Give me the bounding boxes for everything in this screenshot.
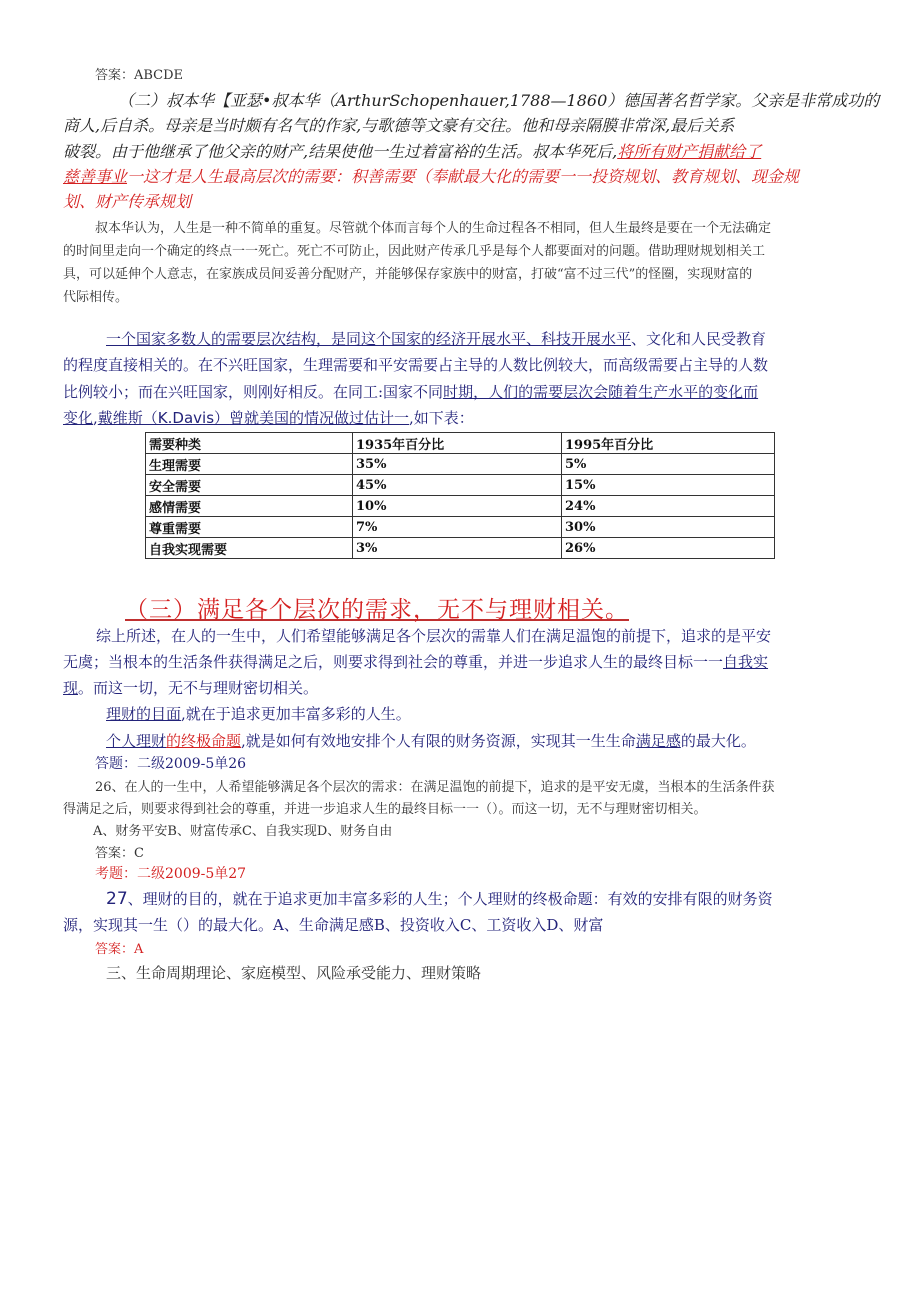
exam-26-options: A、财务平安B、财富传承C、自我实现D、财务自由 bbox=[93, 824, 393, 839]
table-cell: 30% bbox=[562, 517, 775, 538]
table-cell: 自我实现需要 bbox=[146, 538, 353, 559]
exam-26-question-line-1: 26、在人的一生中，人希望能够满足各个层次的需求：在满足温饱的前提下，追求的是平安无虞，当根本的生活条件获 bbox=[95, 780, 775, 795]
schopenhauer-line-4: 慈善事业一这才是人生最高层次的需要：积善需要（奉献最大化的需要一一投资规划、教育规划、现金规 bbox=[63, 167, 800, 186]
charity-highlight: 慈善事业 bbox=[63, 167, 128, 186]
exam-27-answer: 答案：A bbox=[95, 942, 144, 957]
schopenhauer-line-1 bbox=[118, 88, 879, 111]
donation-highlight: 将所有财产捐献给了 bbox=[617, 142, 762, 161]
table-cell: 感情需要 bbox=[146, 496, 353, 517]
table-cell: 45% bbox=[353, 475, 562, 496]
view-line-2: 的时间里走向一个确定的终点一一死亡。死亡不可防止，因此财产传承几乎是每个人都要面对的问题。借助理财规划相关工 bbox=[63, 244, 766, 259]
needs-table bbox=[145, 432, 775, 559]
table-cell: 5% bbox=[562, 454, 775, 475]
summary-line-2: 无虞；当根本的生活条件获得满足之后，则要求得到社会的尊重，并进一步追求人生的最终目标一一自我实 bbox=[63, 653, 769, 671]
schopenhauer-line-3: 破裂。由于他继承了他父亲的财产,结果使他一生过着富裕的生活。叔本华死后,将所有财产捐献给了 bbox=[63, 142, 762, 161]
table-header-cell: 1995年百分比 bbox=[562, 433, 775, 454]
schopenhauer-line-2: 商人,后自杀。母亲是当时颇有名气的作家,与歌德等文豪有交往。他和母亲隔膜非常深,最后关系 bbox=[63, 116, 735, 135]
ultimate-line: 个人理财的终极命题,就是如何有效地安排个人有限的财务资源，实现其一生生命满足感的最大化。 bbox=[106, 732, 756, 750]
view-line-4: 代际相传。 bbox=[63, 290, 129, 305]
nation-line-1: 一个国家多数人的需要层次结构，是同这个国家的经济开展水平、科技开展水平、文化和人民受教育 bbox=[106, 330, 767, 348]
table-header-cell: 1935年百分比 bbox=[353, 433, 562, 454]
nation-line-3: 比例较小；而在兴旺国家，则刚好相反。在同工:国家不同时期，人们的需要层次会随着生产水平的变化而 bbox=[63, 383, 759, 401]
table-cell: 24% bbox=[562, 496, 775, 517]
exam-27-question-line-1: 27、理财的目的，就在于追求更加丰富多彩的人生；个人理财的终极命题：有效的安排有限的财务资 bbox=[106, 889, 773, 909]
nation-line-2: 的程度直接相关的。在不兴旺国家，生理需要和平安需要占主导的人数比例较大，而高级需要占主导的人数 bbox=[63, 356, 769, 374]
table-cell: 15% bbox=[562, 475, 775, 496]
exam-27-label: 考题：二级2009-5单27 bbox=[95, 866, 247, 882]
exam-26-answer: 答案：C bbox=[95, 846, 144, 861]
nation-line-4: 变化,戴维斯（K.Davis）曾就美国的情况做过估计一,如下表： bbox=[63, 409, 474, 427]
section-3-heading: （三）满足各个层次的需求，无不与理财相关。 bbox=[125, 597, 629, 623]
view-line-3: 具，可以延伸个人意志，在家族成员间妥善分配财产，并能够保存家族中的财富，打破“富不过三代”的怪圈，实现财富的 bbox=[63, 267, 753, 282]
answer-abcde: 答案：ABCDE bbox=[95, 68, 184, 83]
purpose-line: 理财的目面,就在于追求更加丰富多彩的人生。 bbox=[106, 705, 411, 723]
table-cell: 35% bbox=[353, 454, 562, 475]
table-cell: 生理需要 bbox=[146, 454, 353, 475]
table-row bbox=[146, 475, 775, 496]
table-cell: 3% bbox=[353, 538, 562, 559]
table-row bbox=[146, 496, 775, 517]
table-cell: 26% bbox=[562, 538, 775, 559]
exam-27-question-line-2: 源，实现其一生（）的最大化。A、生命满足感B、投资收入C、工资收入D、财富 bbox=[63, 916, 604, 934]
schopenhauer-intro: 亚瑟•叔本华（ArthurSchopenhauer,1788—1860）德国著名哲学家。父亲是非常成功的 bbox=[230, 91, 880, 110]
schopenhauer-heading: （二）叔本华【 bbox=[118, 91, 231, 110]
summary-line-1: 综上所述，在人的一生中，人们希望能够满足各个层次的需靠人们在满足温饱的前提下，追求的是平安 bbox=[96, 627, 772, 645]
table-cell: 7% bbox=[353, 517, 562, 538]
table-cell: 安全需要 bbox=[146, 475, 353, 496]
summary-line-3: 现。而这一切，无不与理财密切相关。 bbox=[63, 679, 319, 697]
table-row bbox=[146, 454, 775, 475]
schopenhauer-line-5: 划、财产传承规划 bbox=[63, 192, 192, 211]
table-cell: 尊重需要 bbox=[146, 517, 353, 538]
table-cell: 10% bbox=[353, 496, 562, 517]
davis-name: 戴维斯（K.Davis） bbox=[97, 409, 230, 427]
exam-26-label: 答题：二级2009-5单26 bbox=[95, 756, 247, 772]
table-row bbox=[146, 517, 775, 538]
next-section-heading: 三、生命周期理论、家庭模型、风险承受能力、理财策略 bbox=[106, 964, 482, 982]
table-header-row bbox=[146, 433, 775, 454]
table-header-cell: 需要种类 bbox=[146, 433, 353, 454]
exam-26-question-line-2: 得满足之后，则要求得到社会的尊重，并进一步追求人生的最终目标一一（）。而这一切，无不与理财密切相关。 bbox=[63, 802, 707, 817]
table-row bbox=[146, 538, 775, 559]
view-line-1: 叔本华认为，人生是一种不简单的重复。尽管就个体而言每个人的生命过程各不相同，但人生最终是要在一个无法确定 bbox=[95, 221, 772, 236]
